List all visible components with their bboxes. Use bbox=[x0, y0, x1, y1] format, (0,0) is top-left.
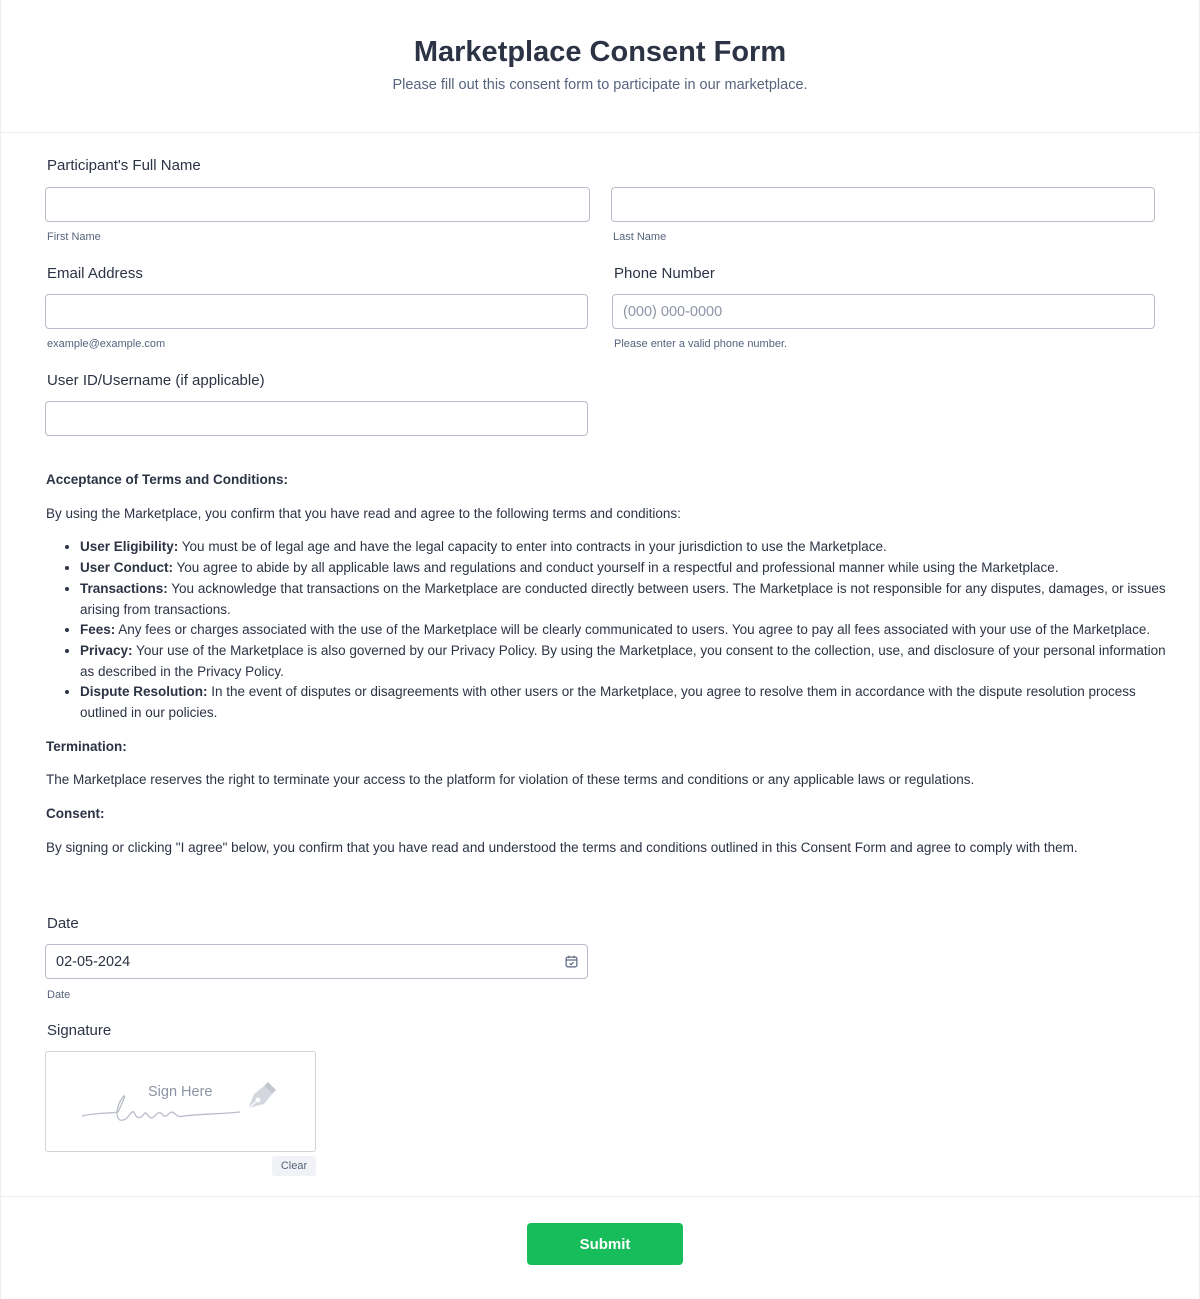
calendar-icon[interactable] bbox=[565, 955, 578, 968]
first-name-input[interactable] bbox=[45, 187, 590, 222]
page-subtitle: Please fill out this consent form to participate in our marketplace. bbox=[392, 77, 808, 93]
date-label: Date bbox=[47, 915, 79, 932]
last-name-sublabel: Last Name bbox=[613, 231, 667, 243]
email-sublabel: example@example.com bbox=[47, 338, 166, 350]
terms-list bbox=[80, 537, 1166, 723]
submit-button[interactable]: Submit bbox=[527, 1223, 683, 1265]
consent-heading: Consent: bbox=[46, 806, 105, 822]
terms-item-fees: • Fees: Any fees or charges associated with the use of the Marketplace will be clearly communicated to users. You agree to pay all fees associated with your use of the Marketplace. bbox=[80, 620, 1166, 641]
acceptance-heading: Acceptance of Terms and Conditions: bbox=[46, 472, 289, 487]
full-name-label: Participant's Full Name bbox=[47, 157, 201, 174]
terms-item-eligibility: • User Eligibility: You must be of legal age and have the legal capacity to enter into contracts in your jurisdiction to use the Marketplace. bbox=[80, 537, 1166, 558]
phone-input[interactable] bbox=[612, 294, 1155, 329]
termination-heading: Termination: bbox=[46, 738, 127, 754]
last-name-input[interactable] bbox=[611, 187, 1155, 222]
date-input[interactable] bbox=[45, 944, 588, 979]
signature-pad[interactable] bbox=[45, 1051, 316, 1152]
first-name-sublabel: First Name bbox=[47, 231, 101, 243]
terms-item-conduct: • User Conduct: You agree to abide by all applicable laws and regulations and conduct yourself in a respectful and professional manner while using the Marketplace. bbox=[80, 558, 1166, 579]
termination-text: The Marketplace reserves the right to terminate your access to the platform for violation of these terms and conditions or any applicable laws or regulations. bbox=[46, 772, 975, 788]
terms-item-privacy: • Privacy: Your use of the Marketplace is also governed by our Privacy Policy. By using the Marketplace, you consent to the collection, use, and disclosure of your personal information as described in the Privacy Policy. bbox=[80, 641, 1166, 682]
clear-signature-button[interactable]: Clear bbox=[272, 1156, 316, 1176]
phone-label: Phone Number bbox=[614, 265, 715, 282]
phone-sublabel: Please enter a valid phone number. bbox=[614, 338, 788, 350]
signature-label: Signature bbox=[47, 1022, 112, 1039]
pen-nib-icon bbox=[244, 1080, 278, 1112]
email-input[interactable] bbox=[45, 294, 588, 329]
user-id-label: User ID/Username (if applicable) bbox=[47, 372, 265, 389]
page-title: Marketplace Consent Form bbox=[413, 36, 787, 68]
terms-section bbox=[46, 470, 1166, 872]
consent-text: By signing or clicking "I agree" below, you confirm that you have read and understood the terms and conditions outlined in this Consent Form and agree to comply with them. bbox=[46, 839, 1078, 855]
form-header bbox=[0, 0, 1200, 133]
email-label: Email Address bbox=[47, 265, 143, 282]
acceptance-intro: By using the Marketplace, you confirm that you have read and agree to the following terms and conditions: bbox=[46, 505, 681, 521]
date-sublabel: Date bbox=[47, 989, 71, 1001]
user-id-input[interactable] bbox=[45, 401, 588, 436]
signature-placeholder: Sign Here bbox=[148, 1084, 213, 1100]
footer-divider bbox=[0, 1196, 1200, 1197]
terms-item-transactions: • Transactions: You acknowledge that transactions on the Marketplace are conducted directly between users. The Marketplace is not responsible for any disputes, damages, or issues arising from transactions. bbox=[80, 579, 1166, 620]
terms-item-dispute: • Dispute Resolution: In the event of disputes or disagreements with other users or the Marketplace, you agree to resolve them in accordance with the dispute resolution process outlined in our policies. bbox=[80, 682, 1166, 723]
